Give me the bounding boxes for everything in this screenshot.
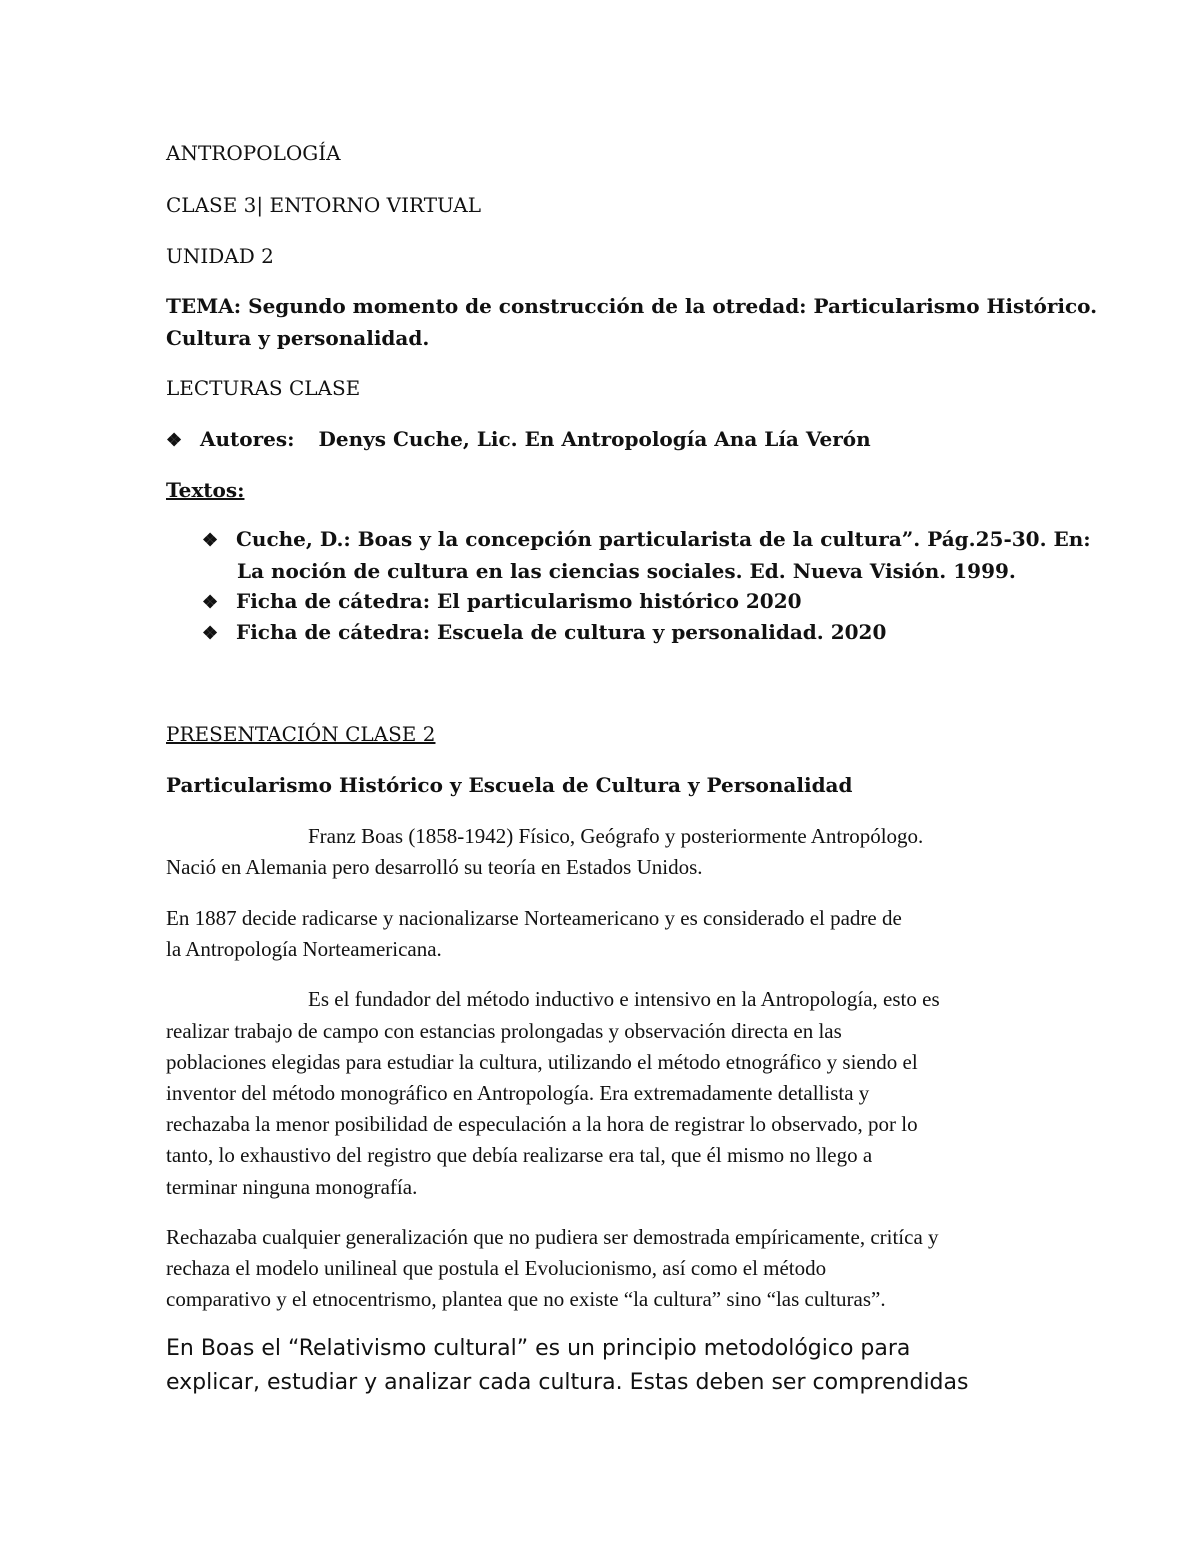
reading-item-1-line-2: La noción de cultura en las ciencias sociales. Ed. Nueva Visión. 1999. <box>237 559 1016 583</box>
paragraph-3-line-4: inventor del método monográfico en Antropología. Era extremadamente detallista y <box>166 1081 870 1105</box>
presentation-subtitle: Particularismo Histórico y Escuela de Cultura y Personalidad <box>166 773 853 797</box>
paragraph-4-line-3: comparativo y el etnocentrismo, plantea que no existe “la cultura” sino “las culturas”. <box>166 1287 886 1311</box>
subject-heading: ANTROPOLOGÍA <box>166 141 341 165</box>
paragraph-2-line-1: En 1887 decide radicarse y nacionalizarse Norteamericano y es considerado el padre de <box>166 906 902 930</box>
paragraph-3-line-6: tanto, lo exhaustivo del registro que debía realizarse era tal, que él mismo no llego a <box>166 1143 873 1167</box>
tema-line-1: TEMA: Segundo momento de construcción de la otredad: Particularismo Histórico. <box>166 294 1098 318</box>
reading-item-2: ❖ Ficha de cátedra: El particularismo histórico 2020 <box>202 586 802 618</box>
readings-heading: LECTURAS CLASE <box>166 376 361 400</box>
paragraph-3-line-7: terminar ninguna monografía. <box>166 1175 418 1199</box>
paragraph-1-line-1: Franz Boas (1858-1942) Físico, Geógrafo y posteriormente Antropólogo. <box>308 824 924 848</box>
paragraph-3-line-2: realizar trabajo de campo con estancias prolongadas y observación directa en las <box>166 1019 842 1043</box>
paragraph-5-line-2: explicar, estudiar y analizar cada cultura. Estas deben ser comprendidas <box>166 1370 969 1395</box>
presentation-heading: PRESENTACIÓN CLASE 2 <box>166 722 436 746</box>
tema-line-2: Cultura y personalidad. <box>166 326 430 350</box>
texts-heading: Textos: <box>166 478 245 502</box>
diamond-bullet-icon: ❖ <box>202 623 219 644</box>
paragraph-3-line-3: poblaciones elegidas para estudiar la cultura, utilizando el método etnográfico y siendo el <box>166 1050 918 1074</box>
authors-line <box>166 424 871 456</box>
diamond-bullet-icon: ❖ <box>202 592 219 613</box>
authors-value: Denys Cuche, Lic. En Antropología Ana Lía Verón <box>318 427 871 451</box>
paragraph-2-line-2: la Antropología Norteamericana. <box>166 937 442 961</box>
reading-item-3: ❖ Ficha de cátedra: Escuela de cultura y personalidad. 2020 <box>202 617 886 649</box>
paragraph-1-line-2: Nació en Alemania pero desarrolló su teoría en Estados Unidos. <box>166 855 703 879</box>
unit-line: UNIDAD 2 <box>166 244 274 268</box>
paragraph-3-line-1: Es el fundador del método inductivo e intensivo en la Antropología, esto es <box>308 987 940 1011</box>
authors-label: Autores: <box>200 427 295 451</box>
paragraph-4-line-1: Rechazaba cualquier generalización que no pudiera ser demostrada empíricamente, critíca y <box>166 1225 939 1249</box>
paragraph-3-line-5: rechazaba la menor posibilidad de especulación a la hora de registrar lo observado, por lo <box>166 1112 918 1136</box>
paragraph-5-line-1: En Boas el “Relativismo cultural” es un principio metodológico para <box>166 1336 911 1361</box>
reading-item-1-line-1: ❖ Cuche, D.: Boas y la concepción particularista de la cultura”. Pág.25-30. En: <box>202 524 1091 556</box>
class-line: CLASE 3| ENTORNO VIRTUAL <box>166 193 482 217</box>
diamond-bullet-icon: ❖ <box>166 430 183 451</box>
paragraph-4-line-2: rechaza el modelo unilineal que postula el Evolucionismo, así como el método <box>166 1256 827 1280</box>
diamond-bullet-icon: ❖ <box>202 530 219 551</box>
